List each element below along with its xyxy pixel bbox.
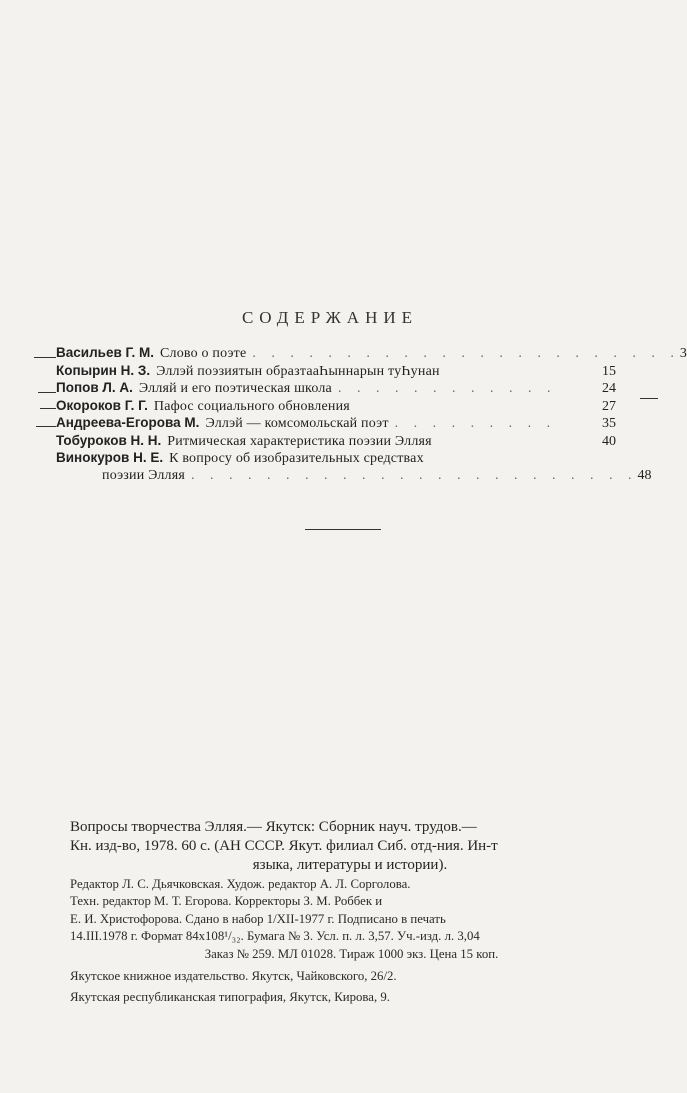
bibliographic-description (70, 818, 630, 875)
toc-author: Окороков Г. Г. (56, 397, 148, 413)
toc-entry (56, 449, 616, 467)
imprint-line: языка, литературы и истории). (252, 857, 448, 873)
publisher-info (70, 966, 633, 1008)
toc-title: Ритмическая характеристика поэзии Элляя (167, 433, 432, 449)
toc-page-number: 15 (602, 363, 616, 379)
pen-mark (640, 398, 658, 399)
toc-page-number: 3 (679, 346, 687, 361)
section-divider (305, 529, 381, 530)
colophon-line: Е. И. Христофорова. Сдано в набор 1/XII-1977 г. Подписано в печать (70, 911, 446, 926)
toc-title: Эллэй — комсомольскай поэт (205, 416, 389, 431)
toc-entry (56, 397, 616, 415)
toc-entry (56, 362, 616, 380)
colophon-line: Заказ № 259. МЛ 01028. Тираж 1000 экз. Цена 15 коп. (204, 946, 499, 961)
toc-author: Винокуров Н. Е. (56, 450, 164, 465)
toc-author: Тобуроков Н. Н. (56, 432, 162, 448)
colophon (70, 876, 633, 963)
publisher-line: Якутское книжное издательство. Якутск, Чайковского, 26/2. (70, 969, 397, 983)
dot-leader: . . . . . . . . . (394, 416, 557, 431)
toc-page-number: 40 (602, 433, 616, 449)
table-of-contents (56, 344, 687, 484)
toc-page-number: 24 (602, 381, 616, 396)
toc-title: Пафос социального обновления (153, 398, 350, 414)
toc-page-number: 27 (602, 398, 616, 414)
colophon-line: Техн. редактор М. Т. Егорова. Корректоры З. М. Роббек и (70, 894, 383, 909)
dot-leader: . . . . . . . . . . . . (337, 381, 557, 396)
imprint-line: Вопросы творчества Элляя.— Якутск: Сборник науч. трудов.— (70, 819, 477, 835)
pen-mark (36, 426, 56, 427)
toc-title: К вопросу об изобразительных средствах (169, 451, 424, 466)
toc-author: Попов Л. А. (56, 380, 133, 395)
colophon-line: Редактор Л. С. Дьячковская. Худож. редактор А. Л. Сорголова. (70, 877, 411, 891)
pen-mark (34, 357, 56, 358)
toc-author: Андреева-Егорова М. (56, 415, 200, 430)
toc-heading: СОДЕРЖАНИЕ (241, 308, 419, 327)
pen-mark (38, 392, 56, 393)
toc-author: Васильев Г. М. (56, 345, 154, 360)
toc-entry (56, 344, 687, 362)
pen-mark (40, 408, 56, 409)
toc-title: Слово о поэте (159, 346, 247, 361)
toc-author: Копырин Н. З. (56, 362, 151, 378)
toc-page-number: 48 (637, 467, 652, 483)
printer-line: Якутская республиканская типография, Якутск, Кирова, 9. (70, 990, 390, 1004)
colophon-line: 14.III.1978 г. Формат 84х108¹/₃₂. Бумага № 3. Усл. п. л. 3,57. Уч.-изд. л. 3,04 (70, 929, 480, 944)
toc-page-number: 35 (602, 416, 616, 431)
toc-title: поэзии Элляя (102, 467, 185, 483)
imprint-line: Кн. изд-во, 1978. 60 с. (АН СССР. Якут. филиал Сиб. отд-ния. Ин-т (70, 838, 498, 854)
toc-entry-continuation (56, 467, 652, 485)
dot-leader: . . . . . . . . . . . . . . . . . . . . . . . (252, 346, 680, 361)
toc-entry (56, 414, 616, 432)
toc-entry (56, 432, 616, 450)
toc-title: Эллэй поэзиятын образтааҺыннарын туҺунан (156, 363, 440, 379)
toc-title: Элляй и его поэтическая школа (138, 381, 332, 396)
toc-entry (56, 379, 616, 397)
dot-leader: . . . . . . . . . . . . . . . . . . . . . . . . (191, 467, 638, 483)
